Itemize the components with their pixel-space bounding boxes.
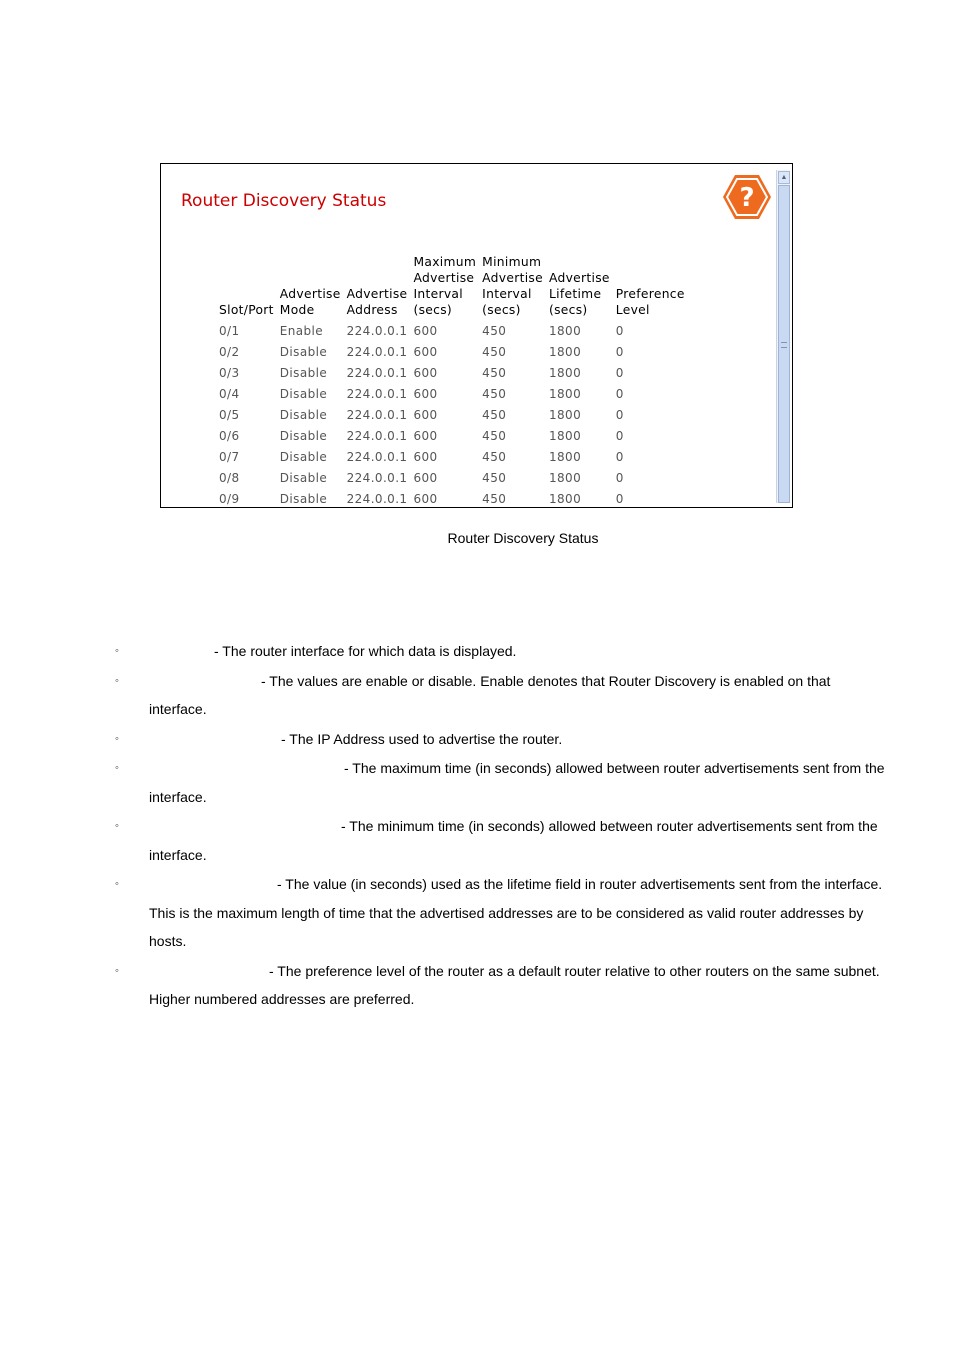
description-item <box>115 957 885 1014</box>
description-item <box>115 754 885 811</box>
table-cell: 1800 <box>548 323 582 338</box>
table-row <box>218 425 690 446</box>
table-cell: 1800 <box>548 386 582 401</box>
table-cell: 600 <box>413 323 438 338</box>
column-header-line: Advertise <box>279 287 341 301</box>
table-cell: 224.0.0.1 <box>346 492 408 507</box>
table-cell: 450 <box>482 407 507 422</box>
table-cell: Enable <box>279 323 324 338</box>
description-text: - The router interface for which data is displayed. <box>214 643 517 659</box>
column-header-line: Interval <box>482 287 532 301</box>
table-cell: 0 <box>615 450 624 465</box>
description-item <box>115 725 885 754</box>
table-cell: 0 <box>615 407 624 422</box>
field-description-list <box>115 637 885 1015</box>
column-header-line <box>616 254 685 270</box>
page-title: Router Discovery Status <box>181 191 387 211</box>
table-cell: 600 <box>413 450 438 465</box>
table-cell: 450 <box>482 450 507 465</box>
column-header-line: Advertise <box>482 271 543 285</box>
table-row <box>218 383 690 404</box>
column-header-line: Lifetime <box>548 287 602 301</box>
column-header-line: (secs) <box>548 303 588 317</box>
svg-text:?: ? <box>739 183 755 213</box>
scroll-grip <box>781 342 787 348</box>
column-header <box>218 254 279 320</box>
table-cell: 0/2 <box>219 344 240 359</box>
table-cell: 0 <box>615 386 624 401</box>
column-header <box>548 254 615 320</box>
vertical-scrollbar[interactable] <box>776 170 790 503</box>
scroll-thumb[interactable] <box>778 185 790 503</box>
table-row <box>218 320 690 341</box>
help-question-icon[interactable] <box>722 174 772 220</box>
column-header-line: Mode <box>279 303 315 317</box>
table-cell: Disable <box>279 450 328 465</box>
column-header-line: Advertise <box>413 271 475 285</box>
table-cell: 0 <box>615 492 624 507</box>
table-cell: 0 <box>615 429 624 444</box>
table-cell: 0/9 <box>219 492 240 507</box>
description-text: - The preference level of the router as a default router relative to other routers on the same subnet. Higher numbered addresses are preferred. <box>149 962 880 1007</box>
table-cell: 224.0.0.1 <box>346 471 408 486</box>
table-cell: 224.0.0.1 <box>346 365 408 380</box>
router-discovery-table <box>218 254 690 508</box>
column-header-line: Slot/Port <box>219 303 274 317</box>
table-cell: 0 <box>615 323 624 338</box>
table-cell: Disable <box>279 365 328 380</box>
table-cell: Disable <box>279 344 328 359</box>
description-item <box>115 637 885 666</box>
column-header-line <box>280 254 341 270</box>
table-cell: 0/8 <box>219 471 240 486</box>
table-cell: 1800 <box>548 429 582 444</box>
table-cell: 600 <box>413 386 438 401</box>
table-cell: Disable <box>279 429 328 444</box>
table-cell: 224.0.0.1 <box>346 344 408 359</box>
bullet-icon: ◦ <box>115 878 119 890</box>
table-cell: 600 <box>413 407 438 422</box>
description-text: - The minimum time (in seconds) allowed between router advertisements sent from the interface. <box>149 818 878 863</box>
column-header-line: Advertise <box>548 271 610 285</box>
table-cell: 224.0.0.1 <box>346 407 408 422</box>
table-cell: 450 <box>482 365 507 380</box>
screenshot-frame <box>160 163 793 508</box>
column-header-line <box>347 270 408 286</box>
table-header-row <box>218 254 690 320</box>
column-header-line: Interval <box>413 287 463 301</box>
table-cell: 600 <box>413 344 438 359</box>
bullet-icon: ◦ <box>115 762 119 774</box>
table-cell: 0 <box>615 344 624 359</box>
column-header <box>615 254 690 320</box>
table-cell: 450 <box>482 323 507 338</box>
column-header-line: (secs) <box>482 303 521 317</box>
description-text: - The value (in seconds) used as the lifetime field in router advertisements sent from the interface. This is the maximum length of time that the advertised addresses are to be considered as valid router addresses by hosts. <box>149 876 883 949</box>
table-row <box>218 447 690 468</box>
bullet-icon: ◦ <box>115 674 119 687</box>
table-cell: 1800 <box>548 407 582 422</box>
description-text: - The values are enable or disable. Enable denotes that Router Discovery is enabled on that interface. <box>149 672 831 717</box>
table-cell: 224.0.0.1 <box>346 323 408 338</box>
column-header-line: Preference <box>615 287 685 301</box>
description-item <box>115 812 885 869</box>
column-header-line <box>549 254 610 270</box>
table-cell: 224.0.0.1 <box>346 429 408 444</box>
table-cell: 450 <box>482 344 507 359</box>
table-row <box>218 404 690 425</box>
table-cell: 1800 <box>548 492 582 507</box>
table-cell: Disable <box>279 386 328 401</box>
table-cell: 600 <box>413 429 438 444</box>
table-cell: 450 <box>482 492 507 507</box>
table-cell: 450 <box>482 471 507 486</box>
table-cell: 600 <box>413 492 438 507</box>
table-cell: 1800 <box>548 450 582 465</box>
table-cell: 224.0.0.1 <box>346 450 408 465</box>
column-header-line <box>219 270 274 286</box>
table-cell: 0/3 <box>219 365 240 380</box>
table-cell: 600 <box>413 365 438 380</box>
table-cell: 0/4 <box>219 386 240 401</box>
description-text: - The IP Address used to advertise the router. <box>281 730 563 747</box>
column-header <box>412 254 481 320</box>
table-cell: Disable <box>279 471 328 486</box>
table-cell: 224.0.0.1 <box>346 386 408 401</box>
table-cell: 1800 <box>548 365 582 380</box>
column-header <box>346 254 413 320</box>
column-header-line: Advertise <box>346 287 408 301</box>
scroll-up-button[interactable]: ▲ <box>778 171 790 184</box>
table-row <box>218 468 690 489</box>
table-cell: 0/6 <box>219 429 240 444</box>
table-cell: 0 <box>615 471 624 486</box>
table-cell: 600 <box>413 471 438 486</box>
column-header-line <box>219 254 274 270</box>
table-row <box>218 489 690 508</box>
bullet-icon: ◦ <box>115 964 119 977</box>
description-item <box>115 667 885 724</box>
table-cell: 0/1 <box>219 323 240 338</box>
table-cell: 450 <box>482 429 507 444</box>
figure-caption: Router Discovery Status <box>447 530 599 546</box>
bullet-icon: ◦ <box>115 732 119 745</box>
table-cell: Disable <box>279 407 328 422</box>
column-header-line: Address <box>346 303 398 317</box>
table-cell: 1800 <box>548 344 582 359</box>
description-text: - The maximum time (in seconds) allowed between router advertisements sent from the interface. <box>149 760 885 805</box>
column-header-line: Minimum <box>482 255 542 269</box>
table-cell: 0/7 <box>219 450 240 465</box>
table-cell: Disable <box>279 492 328 507</box>
table-cell: 0/5 <box>219 407 240 422</box>
table-row <box>218 362 690 383</box>
column-header-line <box>347 254 408 270</box>
description-item <box>115 870 885 956</box>
table-cell: 0 <box>615 365 624 380</box>
column-header-line <box>219 286 274 302</box>
column-header-line: Maximum <box>413 255 477 269</box>
column-header-line: (secs) <box>413 303 453 317</box>
table-row <box>218 341 690 362</box>
column-header <box>279 254 346 320</box>
column-header-line: Level <box>615 303 650 317</box>
bullet-icon: ◦ <box>115 645 119 657</box>
column-header <box>481 254 548 320</box>
column-header-line <box>616 270 685 286</box>
column-header-line <box>280 270 341 286</box>
table-cell: 1800 <box>548 471 582 486</box>
table-cell: 450 <box>482 386 507 401</box>
bullet-icon: ◦ <box>115 820 119 832</box>
